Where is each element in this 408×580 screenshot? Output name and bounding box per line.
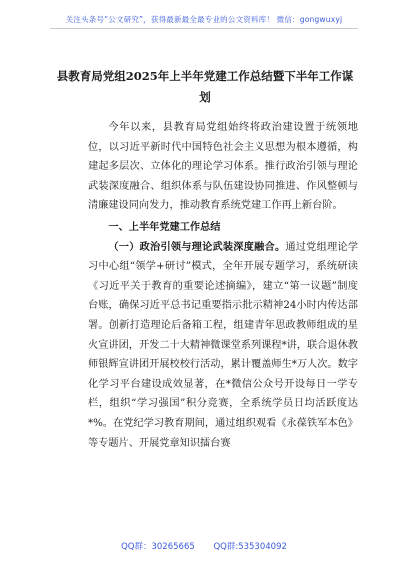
subsection-text: 通过党组理论学习中心组“领学+研讨”模式，全年开展专题学习，系统研读《习近平关于教育的重要论述摘编》，建立“第一议题”制度台账，确保习近平总书记重要指示批示精神24小时内传达部署。创新打造理论后备箱工程，组建青年思政教师组成的星火宣讲团，开发二十大精神微课堂系列课程*讲，联合退休教师银辉宣讲团开展校校行活动，累计覆盖师生*万人次。数字化学习平台建设成效显著，在*微信公众号开设每日一学专栏，组织“学习强国”积分竞赛，全系统学员日均活跃度达*%。在党纪学习教育期间，通过组织观看《永葆铁军本色》等专题片、开展党章知识擂台赛 — [88, 241, 359, 449]
header-divider — [50, 28, 358, 29]
document-body — [88, 118, 358, 453]
subsection-heading: （一）政治引领与理论武装深度融合。 — [108, 240, 286, 253]
section-heading: 一、上半年党建工作总结 — [108, 220, 221, 233]
header-promo-note: 关注头条号“公文研究”，获得最新最全最专业的公文资料库！ 微信：gongwuxyj — [65, 15, 343, 24]
subsection-paragraph — [88, 238, 358, 454]
document-title: 县教育局党组2025年上半年党建工作总结暨下半年工作谋划 — [56, 69, 354, 104]
footer-contacts — [0, 540, 408, 552]
footer-qq-group-1: QQ群：30265665 — [121, 542, 195, 552]
intro-paragraph: 今年以来，县教育局党组始终将政治建设置于统领地位，以习近平新时代中国特色社会主义思想为根本遵循，构建起多层次、立体化的理论学习体系。推行政治引领与理论武装深度融合、组织体系与队伍建设协同推进、作风整顿与清廉建设同向发力，推动教育系统党建工作再上新台阶。 — [88, 122, 358, 212]
footer-qq-group-2: QQ群:535304092 — [213, 542, 287, 552]
